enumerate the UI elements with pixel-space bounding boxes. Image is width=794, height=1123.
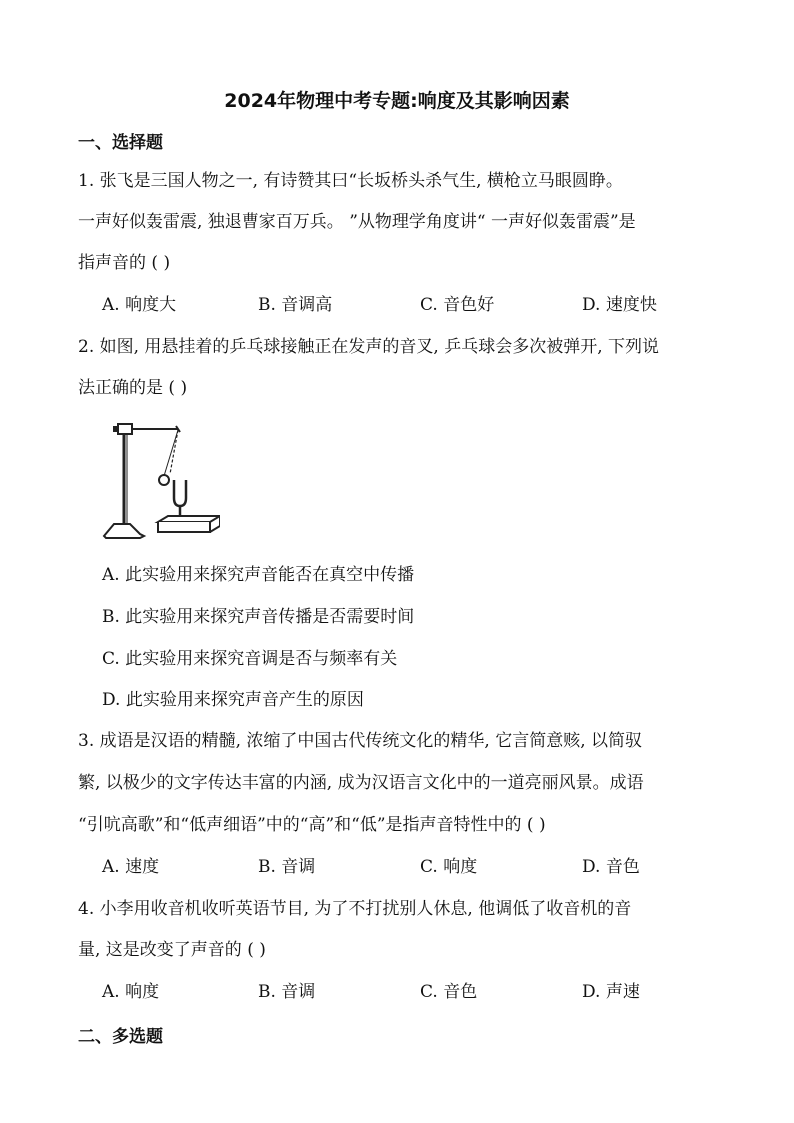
q3-option-d: D. 音色 — [582, 857, 640, 877]
q4-option-c: C. 音色 — [420, 982, 478, 1002]
q2-line-1: 2. 如图, 用悬挂着的乒乓球接触正在发声的音叉, 乒乓球会多次被弹开, 下列说 — [78, 337, 660, 357]
q2-option-c: C. 此实验用来探究音调是否与频率有关 — [102, 649, 398, 669]
q2-option-d: D. 此实验用来探究声音产生的原因 — [102, 690, 364, 710]
q1-option-a: A. 响度大 — [102, 295, 177, 315]
q3-option-b: B. 音调 — [258, 857, 316, 877]
q1-line-2: 一声好似轰雷震, 独退曹家百万兵。 ”从物理学角度讲“ 一声好似轰雷震”是 — [78, 212, 636, 232]
q3-option-a: A. 速度 — [102, 857, 160, 877]
resonance-box-top — [158, 516, 220, 522]
q3-line-3: “引吭高歌”和“低声细语”中的“高”和“低”是指声音特性中的 ( ) — [78, 815, 546, 835]
q3-line-2: 繁, 以极少的文字传达丰富的内涵, 成为汉语言文化中的一道亮丽风景。成语 — [78, 773, 644, 793]
q3-option-c: C. 响度 — [420, 857, 478, 877]
tuning-fork-figure — [100, 418, 220, 543]
stand-base — [104, 524, 144, 538]
tuning-fork — [174, 480, 186, 506]
q1-line-3: 指声音的 ( ) — [78, 253, 171, 273]
q2-line-2: 法正确的是 ( ) — [78, 378, 188, 398]
q2-option-a: A. 此实验用来探究声音能否在真空中传播 — [102, 565, 415, 585]
section-heading-choice: 一、选择题 — [78, 133, 163, 153]
q1-option-b: B. 音调高 — [258, 295, 333, 315]
q4-line-1: 4. 小李用收音机收听英语节目, 为了不打扰别人休息, 他调低了收音机的音 — [78, 899, 632, 919]
ping-pong-ball — [159, 475, 169, 485]
q4-line-2: 量, 这是改变了声音的 ( ) — [78, 940, 266, 960]
page-title: 2024年物理中考专题:响度及其影响因素 — [224, 90, 570, 112]
q4-option-d: D. 声速 — [582, 982, 640, 1002]
q2-option-b: B. 此实验用来探究声音传播是否需要时间 — [102, 607, 415, 627]
q4-option-a: A. 响度 — [102, 982, 160, 1002]
stand-clamp — [118, 424, 132, 434]
q1-line-1: 1. 张飞是三国人物之一, 有诗赞其曰“长坂桥头杀气生, 横枪立马眼圆睁。 — [78, 171, 623, 191]
section-heading-multi: 二、多选题 — [78, 1027, 163, 1047]
q1-option-c: C. 音色好 — [420, 295, 495, 315]
q1-option-d: D. 速度快 — [582, 295, 657, 315]
q4-option-b: B. 音调 — [258, 982, 316, 1002]
q3-line-1: 3. 成语是汉语的精髓, 浓缩了中国古代传统文化的精华, 它言简意赅, 以简驭 — [78, 731, 643, 751]
